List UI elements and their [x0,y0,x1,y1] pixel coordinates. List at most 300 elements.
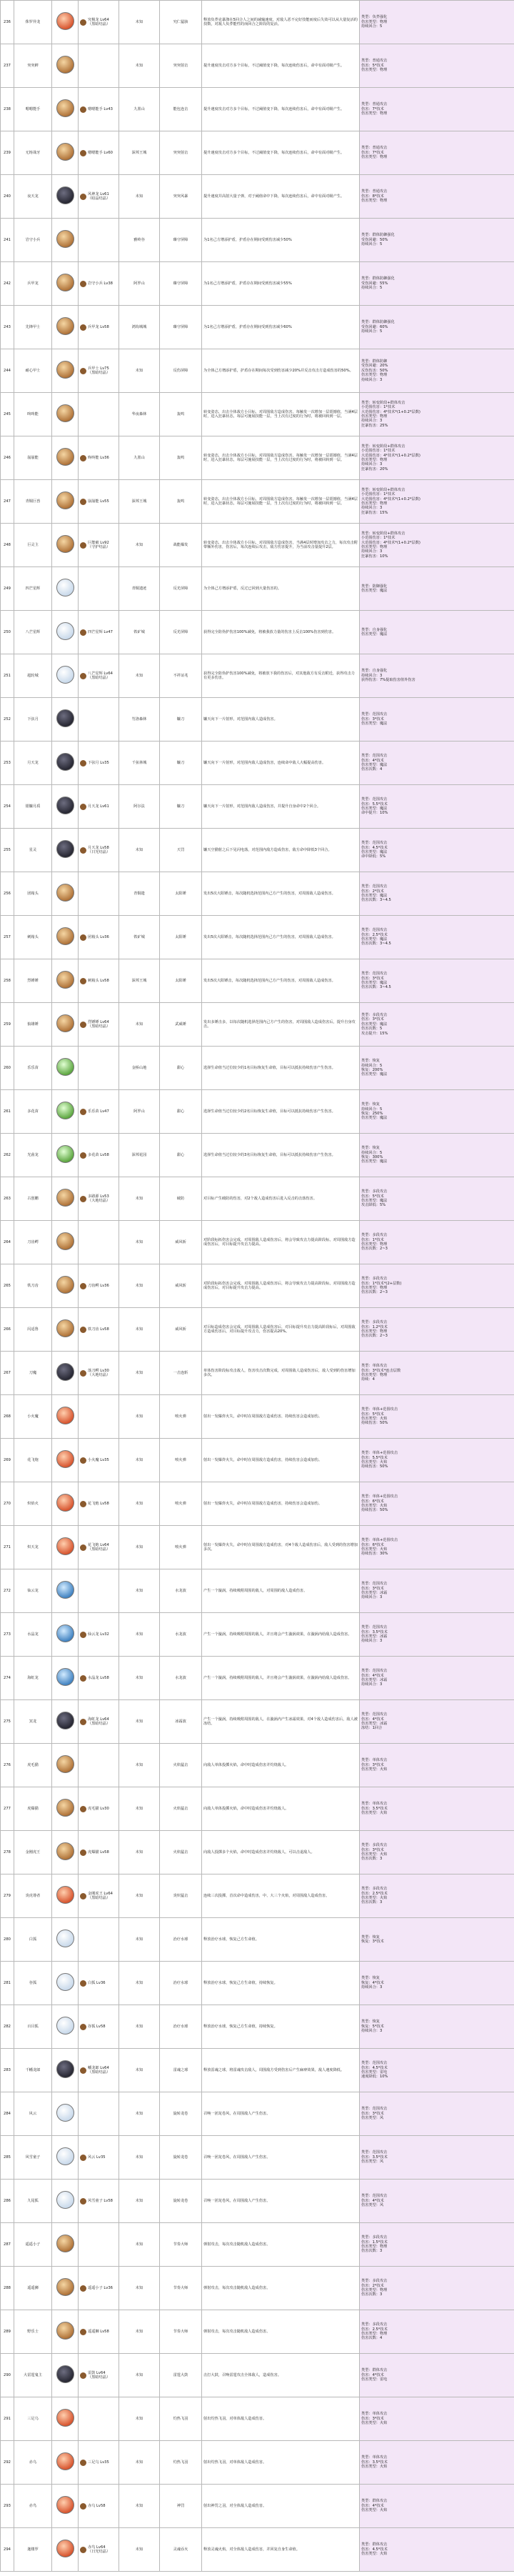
monster-location [119,1482,160,1526]
monster-location-text: 未知 [135,1937,143,1942]
monster-avatar-cell [52,88,79,131]
monster-location [119,393,160,436]
monster-skill-description-text: 产生一个漩涡，持续吸附周围的敌人，对周围的敌人造成伤害。 [203,1588,308,1593]
monster-id-text: 248 [4,542,11,547]
monster-name-text: 赤乌 [29,2460,37,2465]
monster-id-text: 293 [4,2503,11,2508]
monster-skill-description [202,1047,360,1090]
monster-skill-description-text: 提升速度攻击对方多个目标，不过阈值变下降，每次连续伤害后，命中有面对级产生。 [203,106,345,111]
monster-name [14,393,52,436]
monster-evolution [79,2180,119,2223]
monster-location-text: 未知 [135,1327,143,1332]
table-row [1,1744,514,1787]
monster-skill-description-text: 选择生命值当过位较少的2名目标恢复生命值，目标可以抵抗持续伤害产生伤害。 [203,1109,336,1114]
monster-skill-description [202,2136,360,2180]
avatar [56,884,74,902]
monster-name-text: 冥龙 [29,1719,37,1724]
monster-location-text: 阿罗山 [133,281,145,286]
monster-id-text: 270 [4,1501,11,1506]
monster-skill-stats [360,1,514,44]
avatar [56,2409,74,2427]
monster-evolution [79,2528,119,2572]
monster-evolution-text: 谷狐 Lv58 [88,2024,106,2029]
monster-name [14,1657,52,1700]
monster-skill-stats [360,175,514,219]
monster-name [14,2354,52,2397]
monster-skill-description-text: 对目标造成伤害会完成，对周围敌人造成伤害后，对目标提升攻击力提高阶段标后，对周围敌方造成伤害后，对目标提升攻击力，伤害提高20%。 [203,1324,356,1334]
monster-skill-description [202,1613,360,1657]
avatar [56,753,74,771]
monster-avatar-cell [52,349,79,393]
avatar [56,2322,74,2340]
evolution-avatar-icon [80,150,86,156]
monster-evolution-text: 多花苗 Lv58 [88,1152,109,1157]
monster-skill-stats [360,393,514,436]
avatar [56,1145,74,1163]
monster-skill-name [160,44,202,88]
monster-avatar-cell [52,1134,79,1177]
monster-skill-stats [360,2397,514,2441]
monster-avatar-cell [52,1439,79,1482]
monster-skill-description-text: 转变姿态，出击全体敌方小目标，对周围敌方造成伤害，当满4层时增加攻击之力，每次攻击附带额外伤害，伤害后，每次连续后攻击，敌方伤害提升，为当前攻击量提升2层。 [203,540,358,549]
monster-skill-description-text: 选择生命值当过位较少的1名目标恢复生命值，目标可以抵抗持续伤害产生伤害。 [203,1065,336,1070]
monster-skill-name-text: 太阳锤 [175,891,186,896]
monster-evolution-text: 海虹龙 Lv64 （黑暗结晶） [88,1717,111,1726]
monster-evolution [79,1090,119,1134]
monster-name-text: 兵甲龙 [27,281,39,286]
monster-skill-stats-text: 类型：群体攻击 伤害：4*技术 伤害类型：雷电 [361,2368,388,2382]
monster-name-text: 四芒星辉 [25,586,41,591]
monster-name-text: 巨灵主 [27,542,39,547]
table-row [1,2049,514,2092]
monster-skill-description [202,1831,360,1874]
monster-name [14,436,52,480]
monster-evolution-text: 多路源 Lv53 （大地结晶） [88,1194,111,1203]
avatar [56,186,74,204]
monster-id [1,349,14,393]
monster-name [14,131,52,175]
monster-location-text: 未知 [135,2024,143,2029]
evolution-avatar-icon [80,1719,86,1725]
monster-id [1,219,14,262]
monster-skill-stats [360,1352,514,1395]
evolution-avatar-icon [80,1893,86,1899]
monster-skill-description-text: 提升速度攻击对方多个目标，不过阈值变下降，每次连续伤害后，命中有面对级产生。 [203,150,345,155]
monster-skill-stats-text: 类型：多段攻击 伤害：3*技术 伤害类型：魔法 伤害次数：5 攻击提升：15% [361,1012,388,1036]
table-row [1,524,514,567]
monster-location [119,1264,160,1308]
monster-id-text: 241 [4,237,11,242]
monster-skill-name-text: 旋转龙卷 [173,2111,188,2116]
monster-location-text: 未知 [135,1588,143,1593]
evolution-avatar-icon [80,2067,86,2074]
monster-skill-stats [360,1874,514,1918]
monster-name-text: 三足乌 [27,2416,39,2421]
monster-name-text: 无铸战牙 [25,150,41,155]
monster-evolution [79,1744,119,1787]
monster-evolution [79,524,119,567]
monster-location [119,219,160,262]
monster-id-text: 286 [4,2198,11,2203]
monster-name-text: 刀魔 [29,1370,37,1375]
avatar [56,971,74,989]
monster-skill-stats-text: 类型：转变阶段+群体攻击 小范围伤害：1*技术 大范围伤害：4*技术*(1+0.2*层数) 伤害类型：物理 持续回合：3 狂暴伤害：15% [361,487,420,515]
monster-location [119,2223,160,2267]
monster-location-text: 铁矿城 [133,629,145,634]
monster-skill-description [202,44,360,88]
monster-evolution [79,1874,119,1918]
table-row [1,1831,514,1874]
monster-location-text: 未知 [135,542,143,547]
table-row [1,436,514,480]
monster-skill-name-text: 旋转龙卷 [173,2155,188,2160]
monster-location-text: 未知 [135,673,143,678]
monster-location-text: 未知 [135,2155,143,2160]
table-row [1,698,514,742]
evolution-avatar-icon [80,2155,86,2161]
monster-location [119,959,160,1003]
monster-location-text: 铁矿城 [133,934,145,939]
monster-name-text: 崩崩能 [27,455,39,460]
monster-id [1,1787,14,1831]
monster-skill-stats-text: 类型：范围攻击 伤害：4*技术 伤害类型：魔法 伤害次数：4 [361,754,388,772]
monster-id [1,175,14,219]
monster-location-text: 未知 [135,194,143,199]
monster-name-text: 赤鸟 [29,2503,37,2508]
monster-skill-name [160,698,202,742]
monster-skill-name-text: 旋转龙卷 [173,2198,188,2203]
monster-skill-description [202,2005,360,2049]
evolution-avatar-icon [80,673,86,679]
table-row [1,742,514,785]
monster-skill-stats [360,436,514,480]
monster-skill-stats [360,2354,514,2397]
monster-skill-stats-text: 类型：范围攻击 伤害：4*技术 伤害类型：风 [361,2194,388,2208]
monster-name-text: 嗯嗯能手 [25,106,41,111]
monster-name [14,1918,52,1962]
monster-name-text: 咚咚能 [27,411,39,416]
monster-id-text: 274 [4,1675,11,1680]
monster-id [1,131,14,175]
monster-skill-name [160,1744,202,1787]
monster-name-text: 遥遥小子 [25,2242,41,2247]
monster-skill-description [202,829,360,872]
monster-avatar-cell [52,1,79,44]
monster-skill-description [202,1221,360,1264]
monster-skill-name-text: 武威锤 [175,1022,186,1027]
avatar [56,709,74,727]
monster-skill-stats-text: 类型：转变阶段+群体攻击 小范围伤害：1*技术 大范围伤害：4*技术*(1+0.2*层数) 伤害类型：物理 持续回合：3 狂暴伤害：20% [361,444,420,471]
avatar [56,1319,74,1337]
monster-skill-name-text: 水龙波 [175,1675,186,1680]
monster-skill-description [202,1395,360,1439]
monster-skill-name [160,1221,202,1264]
monster-skill-description-text: 单体伤害阶段标攻击敌人，伤害攻击次数完成，对周围敌人造成伤害后，敌人受到的伤害增加多次。 [203,1368,356,1377]
monster-skill-stats-text: 类型：多段攻击 伤害：5*技术 伤害类型：魔法 攻击降低：5% [361,1189,388,1208]
monster-location [119,1874,160,1918]
monster-skill-description [202,2267,360,2310]
table-row [1,1003,514,1047]
monster-skill-name [160,436,202,480]
monster-skill-stats [360,1439,514,1482]
monster-skill-description [202,654,360,698]
table-row [1,175,514,219]
monster-skill-stats [360,1831,514,1874]
monster-id [1,436,14,480]
monster-skill-stats-text: 类型：群体防御强化 受伤回避：50% 持续回合：5 [361,233,395,247]
monster-id [1,1090,14,1134]
monster-location [119,262,160,306]
monster-location-text: 未知 [135,1980,143,1985]
monster-id [1,2267,14,2310]
monster-evolution [79,1613,119,1657]
monster-skill-description-text: 击打大鼓，召唤雷霆攻击全体敌人，造成伤害。 [203,2372,281,2377]
monster-skill-description [202,480,360,524]
monster-skill-stats [360,742,514,785]
monster-location-text: 未知 [135,1806,143,1811]
avatar [56,2191,74,2209]
monster-skill-name [160,1090,202,1134]
avatar [56,317,74,335]
monster-skill-stats [360,480,514,524]
monster-id-text: 272 [4,1588,11,1593]
monster-skill-name [160,1831,202,1874]
monster-skill-name [160,2441,202,2485]
monster-location [119,1352,160,1395]
monster-avatar-cell [52,1700,79,1744]
monster-name-text: 刀齿鳄 [27,1239,39,1244]
avatar [56,56,74,74]
monster-avatar-cell [52,959,79,1003]
avatar [56,2365,74,2383]
monster-id [1,1221,14,1264]
monster-skill-name [160,2528,202,2572]
monster-skill-stats [360,959,514,1003]
monster-skill-name-text: 太阳锤 [175,934,186,939]
monster-location [119,567,160,611]
monster-avatar-cell [52,2397,79,2441]
monster-evolution [79,2049,119,2092]
table-row [1,1962,514,2005]
monster-name-text: 乐乐苗 [27,1065,39,1070]
monster-skill-stats-text: 类型：范围攻击 伤害：4*技术 伤害类型：冰霜 持续回合：3 [361,1669,388,1687]
monster-avatar-cell [52,742,79,785]
monster-evolution-text: 兵甲龙 Lv58 [88,324,109,329]
monster-skill-name [160,262,202,306]
evolution-avatar-icon [80,2024,86,2030]
monster-id [1,1962,14,2005]
monster-id [1,393,14,436]
monster-skill-stats-text: 类型：恢复 恢复：4*技术 持续回合：3 [361,1976,384,1990]
monster-name [14,1439,52,1482]
monster-name [14,1,52,44]
monster-id-text: 285 [4,2155,11,2160]
monster-evolution [79,1700,119,1744]
monster-name-text: 团箱头 [27,891,39,896]
monster-avatar-cell [52,175,79,219]
monster-skill-stats-text: 类型：多段攻击 伤害：1*技术*(2+层数) 伤害类型：物理 伤害次数：2~3 [361,1277,402,1295]
monster-location [119,524,160,567]
monster-location-text: 阿罗山 [133,1109,145,1114]
monster-evolution [79,1177,119,1221]
table-row [1,349,514,393]
evolution-avatar-icon [80,542,86,549]
table-row [1,567,514,611]
monster-skill-description [202,1787,360,1831]
monster-skill-description [202,1439,360,1482]
table-row [1,2310,514,2354]
monster-id [1,2485,14,2528]
evolution-avatar-icon [80,1806,86,1812]
monster-evolution [79,44,119,88]
monster-id [1,480,14,524]
monster-skill-name [160,393,202,436]
avatar [56,274,74,291]
monster-skill-stats [360,306,514,349]
monster-skill-name-text: 灵魂吞火 [173,2547,188,2552]
monster-location [119,44,160,88]
monster-id [1,698,14,742]
monster-avatar-cell [52,872,79,916]
monster-id-text: 246 [4,455,11,460]
monster-id-text: 266 [4,1327,11,1332]
monster-skill-name-text: 臻守屏障 [173,324,188,329]
monster-skill-description [202,567,360,611]
monster-evolution-text: 下弦月 Lv35 [88,760,109,765]
evolution-avatar-icon [80,1283,86,1289]
monster-skill-name-text: 反伤屏障 [173,368,188,373]
monster-skill-name [160,1482,202,1526]
monster-name-text: 光茵龙 [27,1152,39,1157]
monster-skill-stats [360,654,514,698]
evolution-avatar-icon [80,2372,86,2379]
monster-evolution-text: 幡龙郎 Lv64 （黑暗结晶） [88,2065,111,2075]
monster-avatar-cell [52,2092,79,2136]
monster-skill-description-text: 对阶段标拓伤害会完成，对周围敌人造成伤害后，将会导致攻击力提高阶段标，对周围敌方造成伤害后，对目标提升攻击力提高。 [203,1237,356,1247]
monster-id [1,829,14,872]
monster-name [14,2223,52,2267]
monster-avatar-cell [52,698,79,742]
monster-skill-description [202,2397,360,2441]
monster-avatar-cell [52,1831,79,1874]
monster-id [1,1657,14,1700]
monster-id [1,1569,14,1613]
monster-location-text: 雅岭谷 [133,237,145,242]
monster-id-text: 261 [4,1109,11,1114]
monster-skill-stats-text: 类型：群体攻击 伤害：4.5*技术 伤害类型：火焰 [361,2542,388,2557]
monster-skill-stats-text: 类型：普通攻击 伤害：7*技术 伤害类型：物理 [361,102,388,116]
monster-evolution [79,219,119,262]
monster-evolution-text: 铁刀齿 Lv58 [88,1327,109,1332]
monster-avatar-cell [52,1177,79,1221]
monster-name-text: 耐心甲士 [25,368,41,373]
monster-skill-name-text: 反光屏障 [173,629,188,634]
monster-skill-description [202,698,360,742]
monster-location [119,131,160,175]
monster-id [1,1134,14,1177]
evolution-avatar-icon [80,1980,86,1987]
monster-skill-description-text: 射出灼热飞羽，对单体敌人造成伤害。 [203,2460,267,2465]
monster-location [119,1526,160,1569]
monster-id-text: 283 [4,2067,11,2072]
monster-skill-description [202,175,360,219]
monster-name-text: 九尾狐 [27,2198,39,2203]
monster-skill-stats-text: 类型：防御强化 伤害类型：魔法 [361,584,388,593]
monster-skill-name [160,1787,202,1831]
monster-id [1,1395,14,1439]
table-row [1,959,514,1003]
monster-skill-name-text: 甜心 [176,1109,185,1114]
monster-name [14,742,52,785]
monster-name [14,1003,52,1047]
monster-avatar-cell [52,1395,79,1439]
monster-skill-name-text: 轰鸣 [176,455,185,460]
avatar [56,1581,74,1599]
monster-skill-stats [360,1744,514,1787]
monster-evolution-text: 风雪童子 Lv58 [88,2198,113,2203]
monster-evolution-text: 遥遥狮 Lv58 [88,2329,109,2334]
table-row [1,262,514,306]
monster-location-text: 未知 [135,2460,143,2465]
monster-name-text: 岩守小兵 [25,237,41,242]
monster-name-text: 超轮城 [27,673,39,678]
monster-id-text: 236 [4,19,11,24]
monster-skill-description [202,1134,360,1177]
monster-name-text: 侏罗异龙 [25,19,41,24]
monster-skill-stats-text: 类型：群体防御强化 受伤回避：55% 持续回合：5 [361,276,395,291]
monster-skill-stats [360,2005,514,2049]
avatar [56,99,74,117]
monster-id-text: 275 [4,1719,11,1724]
monster-evolution-text: 赤鸟 Lv64 （日光结晶） [88,2545,111,2554]
monster-evolution-text: 究极龙 Lv64 （黑暗结晶） [88,17,111,26]
monster-evolution-text: 四芒星辉 Lv47 [88,629,113,634]
monster-skill-name [160,2485,202,2528]
monster-id-text: 291 [4,2416,11,2421]
monster-skill-name [160,306,202,349]
monster-avatar-cell [52,480,79,524]
avatar [56,2017,74,2035]
monster-skill-stats-text: 类型：单体+范围攻击 伤害：5.5*技术 伤害类型：火焰 持续伤害：50% [361,1451,398,1469]
monster-evolution-text: 兵甲士 Lv75 （黑暗结晶） [88,366,111,375]
monster-id-text: 252 [4,717,11,722]
monster-skill-description-text: 弹射攻击，每次攻击随机敌人造成伤害。 [203,2285,271,2290]
monster-skill-description [202,1482,360,1526]
monster-skill-name [160,611,202,654]
evolution-avatar-icon [80,2503,86,2510]
monster-skill-name-text: 节奏大师 [173,2329,188,2334]
monster-skill-description [202,1918,360,1962]
monster-name [14,611,52,654]
monster-skill-stats-text: 类型：多段攻击 伤害：3*技术 伤害类型：火焰 伤害次数：3 [361,1843,388,1862]
table-row [1,44,514,88]
monster-skill-stats-text: 类型：群体攻击 伤害：4*技术 伤害类型：火焰 [361,2499,388,2513]
monster-location-text: 未知 [135,2198,143,2203]
monster-skill-description [202,1090,360,1134]
monster-location-text: 未知 [135,1849,143,1854]
monster-name [14,916,52,959]
monster-skill-description [202,2092,360,2136]
monster-name [14,1831,52,1874]
monster-avatar-cell [52,2310,79,2354]
monster-skill-description-text: 对阶段标拓伤害会完成，对周围敌人造成伤害后，将会导致攻击力提高阶段标，对周围敌方造成伤害后，对目标提升攻击力提高。 [203,1281,356,1290]
monster-skill-description [202,916,360,959]
monster-evolution [79,2485,119,2528]
monster-evolution [79,88,119,131]
monster-skill-description [202,349,360,393]
monster-evolution [79,2397,119,2441]
table-row [1,654,514,698]
